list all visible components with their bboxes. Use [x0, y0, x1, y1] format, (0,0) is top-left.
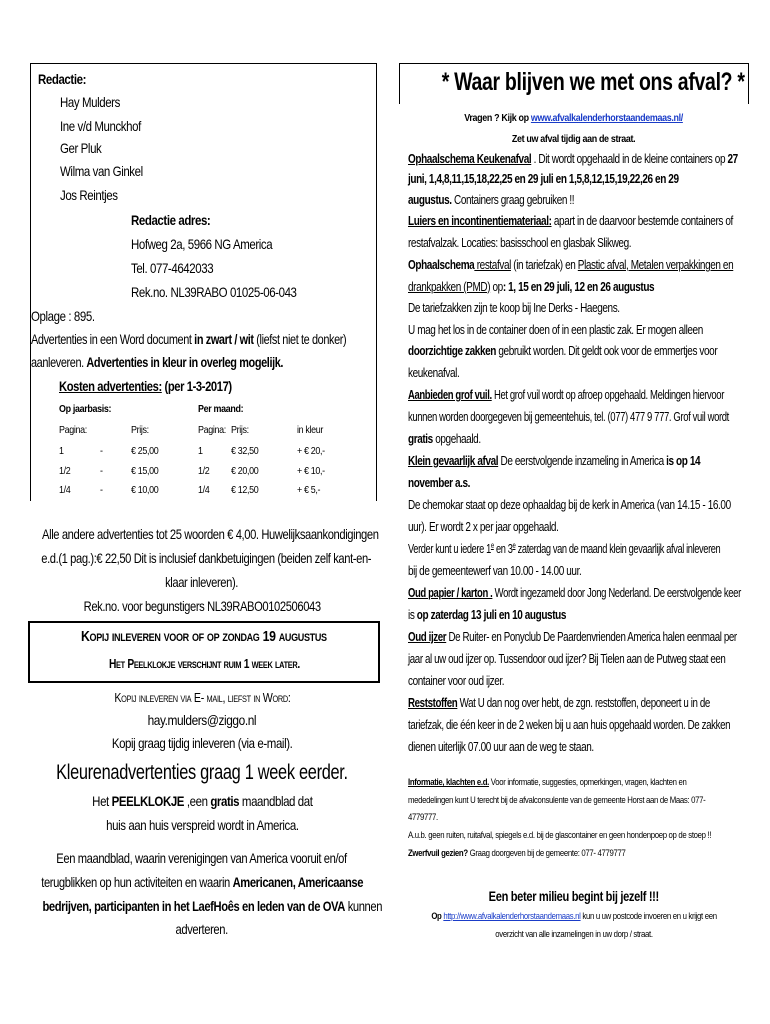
kleuren-notice: Kleurenadvertenties graag 1 week eerder.	[56, 761, 348, 784]
afvalkalender-link[interactable]: www.afvalkalenderhorstaandemaas.nl/	[531, 112, 684, 124]
editor-name: Wilma van Ginkel	[60, 163, 143, 179]
table-cell: € 12,50	[231, 484, 259, 496]
table-cell: € 10,00	[131, 484, 159, 496]
afvalkalender-url-link[interactable]: http://www.afvalkalenderhorstaandemaas.nl	[443, 911, 581, 922]
alle-andere-line: klaar inleveren).	[165, 574, 239, 590]
address-street: Hofweg 2a, 5966 NG America	[131, 236, 273, 252]
table-cell: -	[100, 445, 103, 457]
afval-info-line: Luiers en incontinentiemateriaal: apart in de daarvoor bestemde containers of	[408, 214, 733, 228]
afval-info-line: uur). Er wordt 2 x per jaar opgehaald.	[408, 520, 559, 534]
afval-info-line: doorzichtige zakken gebruikt worden. Dit geldt ook voor de emmertjes voor	[408, 344, 718, 358]
afval-info-line: U mag het los in de container doen of in een plastic zak. Er mogen alleen	[408, 323, 703, 337]
afval-info-line: keukenafval.	[408, 366, 460, 380]
kopij-email-label: Kopij inleveren via E- mail, liefst in Word:	[113, 690, 291, 705]
table-header: in kleur	[297, 424, 324, 436]
begunstigers-account: Rek.no. voor begunstigers NL39RABO0102506043	[83, 598, 321, 614]
milieu-slogan: Een beter milieu begint bij jezelf !!!	[488, 889, 660, 904]
editor-name: Jos Reintjes	[60, 187, 118, 203]
table-cell: € 32,50	[231, 445, 259, 457]
op-jaarbasis: Op jaarbasis:	[59, 403, 112, 415]
kosten-heading: Kosten advertenties: (per 1-3-2017)	[59, 378, 232, 394]
peelklokje-line2: huis aan huis verspreid wordt in America.	[105, 817, 299, 833]
maandblad-line4: adverteren.	[175, 921, 229, 937]
afval-info-line: gratis opgehaald.	[408, 432, 481, 446]
table-cell: 1	[59, 445, 64, 457]
table-cell: -	[100, 465, 103, 477]
info-line: mededelingen kunt U terecht bij de afvalconsulente van de gemeente Horst aan de Maas: 077-	[408, 795, 706, 806]
op-line: Op http://www.afvalkalenderhorstaandemaas.nl kun u uw postcode invoeren en u krijgt een	[431, 911, 717, 922]
afval-info-line: tariefzak, die één keer in de 2 weken bij u aan huis opgehaald worden. De zakken	[408, 718, 731, 732]
table-cell: 1/4	[59, 484, 71, 496]
afval-info-line: Oud papier / karton . Wordt ingezameld door Jong Nederland. De eerstvolgende keer	[408, 586, 741, 600]
adv-instructions-line1: Advertenties in een Word document in zwart / wit (liefst niet te donker)	[31, 331, 347, 347]
table-header: Pagina:	[59, 424, 87, 436]
alle-andere-line: Alle andere advertenties tot 25 woorden € 4,00. Huwelijksaankondigingen	[42, 526, 379, 542]
table-cell: 1	[198, 445, 203, 457]
afval-info-line: kunnen worden doorgegeven bij gemeentehuis, tel. (077) 477 9 777. Grof vuil wordt	[408, 410, 729, 424]
info-line: A.u.b. geen ruiten, ruitafval, spiegels e.d. bij de glascontainer en geen hondenpoep op de stoep !!	[408, 830, 712, 841]
table-header: Prijs:	[131, 424, 149, 436]
editor-name: Hay Mulders	[60, 94, 120, 110]
op-line2: overzicht van alle inzamelingen in uw dorp / straat.	[495, 929, 653, 940]
info-line: Zwerfvuil gezien? Graag doorgeven bij de gemeente: 077- 4779777	[408, 848, 626, 859]
table-cell: -	[100, 484, 103, 496]
redactie-label: Redactie:	[38, 71, 86, 87]
afval-info-line: De chemokar staat op deze ophaaldag bij de kerk in America (van 14.15 - 16.00	[408, 498, 731, 512]
table-cell: 1/2	[198, 465, 210, 477]
afval-title: * Waar blijven we met ons afval? *	[441, 68, 745, 96]
kopij-tijdig: Kopij graag tijdig inleveren (via e-mail).	[111, 735, 293, 751]
info-line: 4779777.	[408, 812, 438, 823]
info-line: Informatie, klachten e.d. Voor informatie, suggesties, opmerkingen, vragen, klachten en	[408, 777, 687, 788]
address-label: Redactie adres:	[131, 212, 211, 228]
table-header: Prijs:	[231, 424, 249, 436]
maandblad-line1: Een maandblad, waarin verenigingen van America vooruit en/of	[56, 850, 348, 866]
afval-info-line: juni, 1,4,8,11,15,18,22,25 en 29 juli en 1,5,8,12,15,19,22,26 en 29	[408, 172, 679, 186]
editor-name: Ine v/d Munckhof	[60, 118, 141, 134]
table-cell: + € 20,-	[297, 445, 325, 457]
afval-info-line: november a.s.	[408, 476, 471, 490]
tijdig-line: Zet uw afval tijdig aan de straat.	[512, 133, 636, 145]
table-cell: + € 10,-	[297, 465, 325, 477]
table-cell: 1/2	[59, 465, 71, 477]
afval-info-line: Reststoffen Wat U dan nog over hebt, de zgn. reststoffen, deponeert u in de	[408, 696, 710, 710]
afval-info-line: augustus. Containers graag gebruiken !!	[408, 193, 575, 207]
afval-info-line: Klein gevaarlijk afval De eerstvolgende inzameling in America is op 14	[408, 454, 701, 468]
address-phone: Tel. 077-4642033	[131, 260, 214, 276]
table-cell: € 20,00	[231, 465, 259, 477]
afval-info-line: Oud ijzer De Ruiter- en Ponyclub De Paardenvrienden America halen eenmaal per	[408, 630, 737, 644]
afval-info-line: is op zaterdag 13 juli en 10 augustus	[408, 608, 567, 622]
afval-info-line: dienen uiterlijk 07.00 uur aan de weg te staan.	[408, 740, 594, 754]
oplage: Oplage : 895.	[31, 308, 95, 324]
kopij-deadline-sub: Het Peelklokje verschijnt ruim 1 week later.	[108, 657, 300, 671]
maandblad-line3: bedrijven, participanten in het LaefHoês en leden van de OVA kunnen	[42, 898, 383, 914]
contact-email[interactable]: hay.mulders@ziggo.nl	[147, 712, 257, 728]
afval-info-line: bij de gemeentewerf van 10.00 - 14.00 uur.	[408, 564, 582, 578]
kopij-deadline-title: Kopij inleveren voor of op zondag 19 augustus	[81, 628, 327, 645]
alle-andere-line: e.d.(1 pag.):€ 22,50 Dit is inclusief dankbetuigingen (beiden zelf kant-en-	[41, 550, 372, 566]
afval-info-line: drankpakken (PMD) op: 1, 15 en 29 juli, 12 en 26 augustus	[408, 280, 655, 294]
afval-info-line: De tariefzakken zijn te koop bij Ine Derks - Haegens.	[408, 301, 620, 315]
adv-instructions-line2: aanleveren. Advertenties in kleur in overleg mogelijk.	[31, 354, 284, 370]
table-cell: € 25,00	[131, 445, 159, 457]
peelklokje-line1: Het PEELKLOKJE ,een gratis maandblad dat	[91, 793, 313, 809]
afval-info-line: Aanbieden grof vuil. Het grof vuil wordt op afroep opgehaald. Meldingen hiervoor	[408, 388, 724, 402]
afval-info-line: Verder kunt u iedere 1e en 3e zaterdag van de maand klein gevaarlijk afval inleveren	[408, 540, 721, 556]
afval-info-line: Ophaalschema Keukenafval . Dit wordt opgehaald in de kleine containers op 27	[408, 152, 738, 166]
maandblad-line2: terugblikken op hun activiteiten en waarin Americanen, Americaanse	[41, 874, 363, 890]
table-cell: € 15,00	[131, 465, 159, 477]
afval-info-line: container voor oud ijzer.	[408, 674, 505, 688]
afval-info-line: Ophaalschema restafval (in tariefzak) en Plastic afval, Metalen verpakkingen en	[408, 258, 734, 272]
table-cell: + € 5,-	[297, 484, 321, 496]
per-maand: Per maand:	[198, 403, 244, 415]
afval-info-line: jaar al uw oud ijzer op. Tussendoor oud ijzer? Bij Tielen aan de Putweg staat een	[408, 652, 726, 666]
afval-info-line: restafvalzak. Locaties: basisschool en glasbak Slikweg.	[408, 236, 632, 250]
table-cell: 1/4	[198, 484, 210, 496]
vragen-line: Vragen ? Kijk op www.afvalkalenderhorstaandemaas.nl/	[464, 112, 684, 124]
table-header: Pagina:	[198, 424, 226, 436]
editor-name: Ger Pluk	[60, 140, 102, 156]
address-bank: Rek.no. NL39RABO 01025-06-043	[131, 284, 297, 300]
